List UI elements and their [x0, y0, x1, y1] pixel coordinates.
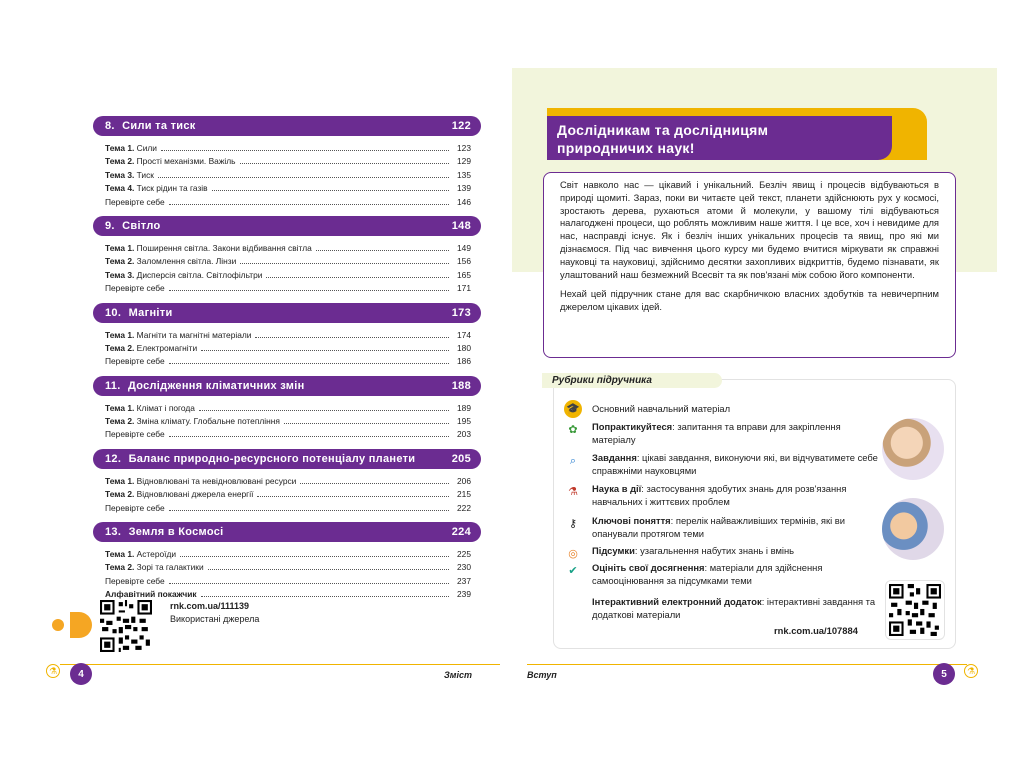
decorative-dot [52, 619, 64, 631]
topic-page: 206 [457, 475, 471, 486]
flask-icon: ⚗ [46, 664, 60, 678]
topic-page: 203 [457, 429, 471, 440]
toc-row[interactable] [93, 142, 481, 155]
section-label: Зміст [444, 670, 472, 680]
title-line-2: природничих наук! [557, 140, 695, 156]
dot-leader [169, 283, 449, 291]
qr-code-icon[interactable] [100, 600, 152, 652]
topic-page: 149 [457, 242, 471, 253]
topic-page: 186 [457, 356, 471, 367]
title-line-1: Дослідникам та дослідницям [557, 122, 769, 138]
rubric-description: : перелік найважливіших термінів, які ви опанували протягом теми [592, 515, 846, 539]
dot-leader [240, 256, 449, 264]
topic-prefix: Тема 2. [105, 256, 135, 267]
blank-icon-slot [564, 596, 582, 614]
topic-page: 222 [457, 502, 471, 513]
topic-page: 146 [457, 196, 471, 207]
topic-text: Магніти та магнітні матеріали [136, 329, 252, 340]
topic-text: Перевірте себе [105, 356, 165, 367]
rubric-name: Наука в дії [592, 483, 642, 494]
rubric-name: Інтерактивний електронний додаток [592, 596, 762, 607]
topic-text: Перевірте себе [105, 429, 165, 440]
topic-text: Перевірте себе [105, 283, 165, 294]
chapter-number: 12. [105, 452, 122, 465]
toc-row[interactable] [93, 402, 481, 415]
student-photo [882, 418, 944, 480]
chapter-page: 188 [451, 379, 471, 392]
dot-leader [266, 270, 449, 278]
chapter-block [93, 116, 481, 209]
dot-leader [180, 549, 449, 557]
topic-page: 237 [457, 575, 471, 586]
toc-row[interactable] [93, 575, 481, 588]
topic-text: Перевірте себе [105, 502, 165, 513]
online-link[interactable]: rnk.com.ua/107884 [774, 625, 858, 636]
topic-text: Поширення світла. Закони відбивання світла [136, 242, 312, 253]
rubrics-title: Рубрики підручника [542, 373, 722, 388]
topic-page: 180 [457, 342, 471, 353]
chapter-block [93, 303, 481, 369]
topic-prefix: Тема 2. [105, 489, 135, 500]
dot-leader [240, 156, 449, 164]
dot-leader [169, 356, 449, 364]
rubric-description: : застосування здобутих знань для розв'язання навчальних і життєвих проблем [592, 483, 847, 507]
chapter-number: 10. [105, 306, 122, 319]
key-icon: ⚷ [568, 517, 578, 530]
toc-row[interactable] [93, 329, 481, 342]
chapter-heading[interactable] [93, 449, 481, 469]
topic-page: 174 [457, 329, 471, 340]
chapter-page: 173 [451, 306, 471, 319]
dot-leader [284, 416, 449, 424]
rubric-name: Завдання [592, 452, 637, 463]
chapter-title: Земля в Космосі [128, 526, 224, 539]
chapter-heading[interactable] [93, 522, 481, 542]
topic-prefix: Тема 1. [105, 402, 135, 413]
magnifier-icon: ⌕ [569, 454, 577, 467]
graduation-cap-icon: 🎓 [564, 400, 582, 418]
chapter-title: Дослідження кліматичних змін [127, 379, 305, 392]
topic-page: 139 [457, 183, 471, 194]
chapter-title: Магніти [128, 306, 173, 319]
dot-leader [257, 489, 449, 497]
rubric-description: : узагальнення набутих знань і вмінь [634, 545, 795, 556]
topic-text: Алфавітний покажчик [105, 589, 197, 600]
rubric-item [564, 421, 884, 446]
intro-paragraph-1: Світ навколо нас — цікавий і унікальний. Безліч явищ і процесів відбуваються в природі щомиті. Зараз, поки ви читаєте цей текст, планети здійснюють рух у космосі, зростають дерева, рухаються атоми й молекули, у вашому тілі відбуваються налагоджені процеси, що роблять можливим наше життя. І це все, хоч і невидиме для нас, насправді існує. Як і безліч інших унікальних процесів та явищ, про які ми дізнаємося. Під час вивчення цього курсу ми будемо вчитися міркувати як справжні науковці та науковиці, здійснимо десятки захопливих відкриттів, будемо пізнавати, як улаштований наш безмежний Всесвіт та як пов'язані між собою його компоненти. [560, 179, 939, 280]
chapter-page: 148 [451, 219, 471, 232]
dot-leader [300, 476, 449, 484]
toc-row[interactable] [93, 428, 481, 441]
topic-prefix: Тема 3. [105, 269, 135, 280]
toc-row[interactable] [93, 355, 481, 368]
rubric-description: : матеріали для здійснення самооцінювання за підсумками теми [592, 562, 823, 586]
intro-paragraph-2: Нехай цей підручник стане для вас скарбничкою власних здобутків та невичерпним джерелом цікавих ідей. [560, 288, 939, 313]
topic-prefix: Тема 1. [105, 329, 135, 340]
topic-text: Зміна клімату. Глобальне потепління [136, 416, 280, 427]
topic-text: Дисперсія світла. Світлофільтри [136, 269, 263, 280]
target-icon: ◎ [568, 547, 578, 560]
topic-page: 189 [457, 402, 471, 413]
topic-prefix: Тема 1. [105, 242, 135, 253]
rubric-name: Оцініть свої досягнення [592, 562, 705, 573]
decorative-shape [70, 612, 92, 638]
chapter-number: 11. [105, 379, 121, 392]
dot-leader [199, 403, 449, 411]
chapter-block [93, 449, 481, 515]
rubric-description: : запитання та вправи для закріплення матеріалу [592, 421, 841, 445]
topic-prefix: Тема 2. [105, 562, 135, 573]
chapter-page: 205 [451, 452, 471, 465]
toc-row[interactable] [93, 475, 481, 488]
rubric-name: Підсумки [592, 545, 635, 556]
dot-leader [208, 562, 449, 570]
topic-prefix: Тема 1. [105, 475, 135, 486]
online-link[interactable]: rnk.com.ua/111139 [170, 601, 250, 611]
dot-leader [158, 170, 449, 178]
toc-row[interactable] [93, 169, 481, 182]
topic-text: Відновлювані джерела енергії [136, 489, 254, 500]
toc-row[interactable] [93, 242, 481, 255]
chapter-page: 122 [451, 120, 471, 132]
topic-page: 230 [457, 562, 471, 573]
qr-code-icon[interactable] [885, 580, 945, 640]
flask-icon: ⚗ [964, 664, 978, 678]
dot-leader [161, 143, 449, 151]
dot-leader [169, 503, 449, 511]
rubric-item [564, 483, 884, 508]
dot-leader [255, 330, 449, 338]
topic-text: Відновлювані та невідновлювані ресурси [136, 475, 297, 486]
chapter-title: Сили та тиск [122, 120, 196, 132]
dot-leader [316, 243, 449, 251]
topic-text: Клімат і погода [136, 402, 195, 413]
topic-text: Перевірте себе [105, 196, 165, 207]
sources-link[interactable]: Використані джерела [170, 614, 260, 624]
toc-row[interactable] [93, 182, 481, 195]
topic-text: Тиск рідин та газів [136, 183, 208, 194]
topic-page: 135 [457, 169, 471, 180]
toc-row[interactable] [93, 502, 481, 515]
toc-row[interactable] [93, 196, 481, 209]
rubric-description: : інтерактивні завдання та додаткові матеріали [592, 596, 876, 620]
topic-page: 165 [457, 269, 471, 280]
rubric-item [564, 562, 884, 587]
dot-leader [169, 197, 449, 205]
toc-row[interactable] [93, 269, 481, 282]
topic-text: Сили [136, 143, 157, 153]
brain-icon: ✿ [568, 423, 578, 436]
topic-text: Електромагніти [136, 342, 198, 353]
toc-row[interactable] [93, 561, 481, 574]
topic-page: 195 [457, 416, 471, 427]
toc-row[interactable] [93, 415, 481, 428]
topic-text: Перевірте себе [105, 575, 165, 586]
toc-row[interactable] [93, 488, 481, 501]
rubric-description: Основний навчальний матеріал [592, 402, 731, 414]
toc-row[interactable] [93, 282, 481, 295]
chapter-number: 13. [105, 526, 122, 539]
topic-page: 129 [457, 156, 471, 167]
topic-text: Тиск [136, 169, 154, 180]
chapter-title: Світло [122, 219, 161, 232]
footer-line [60, 664, 500, 665]
intro-text-box [543, 172, 956, 358]
dot-leader [201, 589, 449, 597]
chapter-heading[interactable] [93, 216, 481, 236]
rubric-name: Попрактикуйтеся [592, 421, 673, 432]
toc-row[interactable] [93, 342, 481, 355]
children-photo [882, 498, 944, 560]
topic-prefix: Тема 2. [105, 342, 135, 353]
topic-prefix: Тема 4. [105, 183, 135, 194]
checkmark-icon: ✔ [568, 564, 578, 577]
chapter-page: 224 [451, 526, 471, 539]
dot-leader [212, 183, 449, 191]
dot-leader [169, 429, 449, 437]
chapter-number: 8. [105, 120, 115, 132]
rubric-item [564, 596, 884, 621]
footer-line [527, 664, 967, 665]
rubric-item [564, 452, 884, 477]
chapter-title: Баланс природно-ресурсного потенціалу планети [128, 452, 416, 465]
page-number: 5 [933, 663, 955, 685]
right-page [512, 0, 1024, 768]
topic-page: 123 [457, 143, 471, 153]
rubric-item [564, 545, 884, 563]
flask-icon: ⚗ [568, 485, 578, 498]
chapter-block [93, 376, 481, 442]
chapter-heading[interactable] [93, 303, 481, 323]
topic-page: 156 [457, 256, 471, 267]
topic-prefix: Тема 1. [105, 549, 135, 560]
toc-row[interactable] [93, 255, 481, 268]
topic-prefix: Тема 2. [105, 156, 135, 167]
topic-text: Прості механізми. Важіль [136, 156, 236, 167]
section-label: Вступ [527, 670, 557, 680]
rubric-item [564, 400, 884, 418]
toc-row[interactable] [93, 155, 481, 168]
topic-prefix: Тема 1. [105, 143, 135, 153]
rubric-description: : цікаві завдання, виконуючи які, ви відчуватимете себе справжніми науковцями [592, 452, 878, 476]
chapter-heading[interactable] [93, 376, 481, 396]
chapter-number: 9. [105, 219, 115, 232]
topic-text: Заломлення світла. Лінзи [136, 256, 237, 267]
table-of-contents [93, 116, 481, 602]
topic-page: 171 [457, 283, 471, 294]
topic-page: 239 [457, 589, 471, 600]
dot-leader [169, 576, 449, 584]
topic-text: Зорі та галактики [136, 562, 204, 573]
topic-page: 215 [457, 489, 471, 500]
chapter-block [93, 216, 481, 296]
chapter-block [93, 522, 481, 602]
rubric-name: Ключові поняття [592, 515, 671, 526]
page-number: 4 [70, 663, 92, 685]
topic-prefix: Тема 3. [105, 169, 135, 180]
chapter-heading[interactable] [93, 116, 481, 136]
rubric-item [564, 515, 884, 540]
topic-page: 225 [457, 549, 471, 560]
topic-prefix: Тема 2. [105, 416, 135, 427]
page-title [547, 116, 892, 160]
dot-leader [201, 343, 449, 351]
topic-text: Астероїди [136, 549, 177, 560]
toc-row[interactable] [93, 548, 481, 561]
